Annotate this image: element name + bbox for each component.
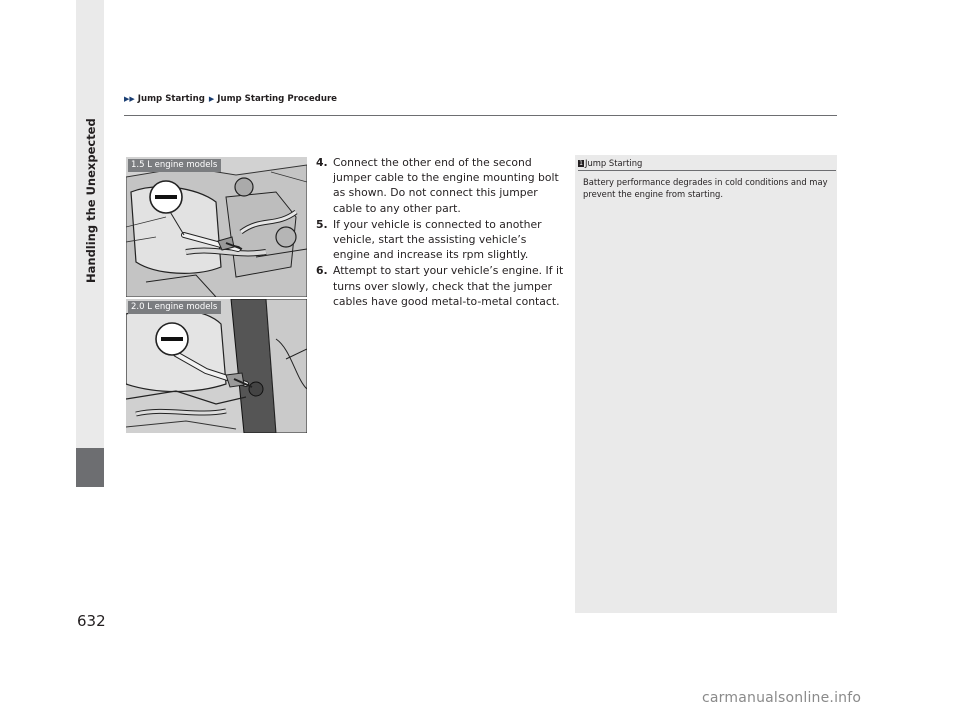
engine-bay-illustration bbox=[126, 299, 307, 433]
step-number: 4. bbox=[316, 156, 328, 169]
negative-terminal-icon bbox=[154, 321, 190, 357]
engine-figure-1-5l bbox=[126, 157, 307, 297]
step-4 bbox=[316, 155, 566, 216]
step-text: Attempt to start your vehicle’s engine. If it turns over slowly, check that the jumper cables have good metal-to-metal contact. bbox=[333, 264, 564, 308]
step-text: Connect the other end of the second jumper cable to the engine mounting bolt as shown. Do not connect this jumper cable to any other part. bbox=[333, 156, 559, 215]
engine-bay-illustration bbox=[126, 157, 307, 297]
figure-label-2-0l: 2.0 L engine models bbox=[128, 301, 221, 314]
note-panel bbox=[575, 155, 837, 613]
section-tab-label: Handling the Unexpected bbox=[84, 118, 98, 283]
breadcrumb-item-jump-starting[interactable]: Jump Starting bbox=[137, 94, 205, 104]
step-6 bbox=[316, 263, 566, 309]
note-title[interactable]: Jump Starting bbox=[585, 158, 643, 168]
note-body: Battery performance degrades in cold conditions and may prevent the engine from starting. bbox=[583, 177, 828, 199]
step-number: 5. bbox=[316, 217, 328, 231]
breadcrumb bbox=[124, 94, 340, 104]
step-5 bbox=[316, 217, 566, 263]
figure-label-1-5l: 1.5 L engine models bbox=[128, 159, 221, 172]
watermark: carmanualsonline.info bbox=[702, 690, 862, 706]
breadcrumb-item-procedure[interactable]: Jump Starting Procedure bbox=[217, 94, 338, 104]
procedure-steps bbox=[316, 155, 566, 310]
note-header bbox=[578, 158, 836, 168]
negative-terminal-icon bbox=[148, 179, 184, 215]
step-number: 6. bbox=[316, 264, 328, 278]
header-divider bbox=[124, 115, 837, 116]
step-text: If your vehicle is connected to another vehicle, start the assisting vehicle’s engine and increase its rpm slightly. bbox=[333, 217, 542, 262]
breadcrumb-arrow-icon: ▶▶ bbox=[124, 95, 135, 103]
note-divider bbox=[578, 170, 836, 171]
breadcrumb-arrow-icon: ▶ bbox=[208, 95, 215, 103]
section-tab-marker bbox=[76, 448, 104, 487]
note-badge-icon: 1 bbox=[579, 159, 583, 167]
engine-figure-2-0l bbox=[126, 299, 307, 433]
page-number: 632 bbox=[77, 612, 106, 630]
